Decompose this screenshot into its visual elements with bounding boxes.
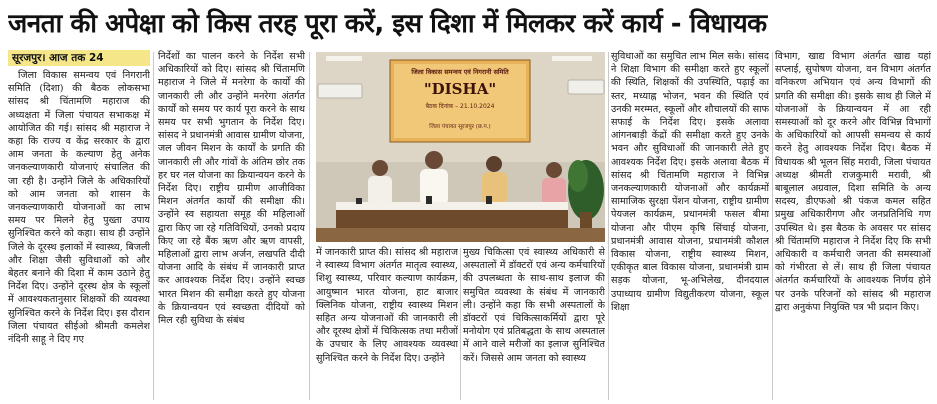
- article-text: निर्देशों का पालन करने के निर्देश सभी अधिकारियों को दिए। सांसद श्री चिंतामणि महाराज ने जिले में मनरेगा के कार्यों की जानकारी ली और उन्होंने मनरेगा अंतर्गत कार्यों को समय पर कार्य पूरा करने के साथ समय पर सभी भुगतान के निर्देश दिए। सांसद ने प्रधानमंत्री आवास ग्रामीण योजना, जल जीवन मिशन के कार्यों के प्रगति की जानकारी ली और गांवों के अंतिम छोर तक हर घर नल योजना का क्रियान्वयन करने के निर्देश दिए। राष्ट्रीय ग्रामीण आजीविका मिशन अंतर्गत कार्यों की समीक्षा की। उन्होंने स्व सहायता समूह की महिलाओं द्वारा किए जा रहे गतिविधियों, उनको प्रदाय किए जा रहे बैंक ऋण और ऋण वापसी, महिलाओं द्वारा लाभ अर्जन, लखपति दीदी योजना आदि के संबंध में जानकारी प्राप्त कर आवश्यक निर्देश दिए। उन्होंने स्वच्छ भारत मिशन की समीक्षा करते हुए योजना के क्रियान्वयन एवं स्वच्छता दीदियों को मिल रही सुविधा के संबंध: [158, 51, 305, 327]
- column-divider: [153, 52, 154, 400]
- article-column-4: [775, 50, 931, 402]
- article-column-2: [158, 50, 305, 402]
- column-divider: [772, 52, 773, 400]
- meeting-photo: [316, 52, 605, 242]
- banner-line-4: जिला पंचायत सूरजपुर (छ.ग.): [429, 124, 491, 130]
- banner-line-3: बैठक दिनांक – 21.10.2024: [425, 103, 495, 110]
- article-text: सुविधाओं का समुचित लाभ मिल सके। सांसद ने शिक्षा विभाग की समीक्षा करते हुए स्कूलों की स्थिति, शिक्षकों की उपस्थिति, पढ़ाई का स्तर, मध्याह्न भोजन, भवन की स्थिति एवं उनकी मरम्मत, स्कूलों और शौचालयों की साफ सफाई के निर्देश दिए। इसके अलावा आंगनबाड़ी केंद्रों की समीक्षा करते हुए उनके भवन और सुविधाओं की जानकारी लेते हुए आवश्यक निर्देश दिए। इसके अलावा बैठक में सांसद श्री चिंतामणि महाराज ने विभिन्न जनकल्याणकारी योजनाओं और कार्यक्रमों सामाजिक सुरक्षा पेंशन योजना, राष्ट्रीय ग्रामीण पेयजल कार्यक्रम, प्रधानमंत्री फसल बीमा योजना और पीएम कृषि सिंचाई योजना, प्रधानमंत्री आवास योजना, प्रधानमंत्री कौशल विकास योजना, राष्ट्रीय स्वास्थ्य मिशन, एकीकृत बाल विकास योजना, प्रधानमंत्री ग्राम सड़क योजना, भू-अभिलेख, दीनदयाल उपाध्याय ग्रामीण विद्युतीकरण योजना, स्कूल शिक्षा: [611, 51, 769, 313]
- article-column-1: [8, 50, 150, 402]
- article-text: में जानकारी प्राप्त की। सांसद श्री महाराज ने स्वास्थ्य विभाग अंतर्गत मातृत्व स्वास्थ्य, शिशु स्वास्थ्य, परिवार कल्याण कार्यक्रम, आयुष्मान भारत योजना, हाट बाजार क्लिनिक योजना, राष्ट्रीय स्वास्थ्य मिशन सहित अन्य योजनाओं की जानकारी ली और दूरस्थ क्षेत्रों में चिकित्सक तथा मरीजों के उपचार के लिए आवश्यक व्यवस्था सुनिश्चित करने के निर्देश दिए। उन्होंने: [316, 247, 458, 364]
- column-divider: [309, 52, 310, 400]
- article-text: विभाग, खाद्य विभाग अंतर्गत खाद्य यहां सप्लाई, सुपोषण योजना, वन विभाग अंतर्गत वनिकरण अभियान एवं अन्य विभागों की प्रगति की समीक्षा की। इसके साथ ही जिले में योजनाओं के क्रियान्वयन में आ रही समस्याओं को दूर करने और विभिन्न विभागों के अधिकारियों को आपसी समन्वय से कार्य करने हेतु आवश्यक निर्देश दिए। बैठक में विधायक श्री भूलन सिंह मरावी, जिला पंचायत अध्यक्ष श्रीमती राजकुमारी मरावी, श्री बाबूलाल अग्रवाल, दिशा समिति के अन्य सदस्य, डीएफओ श्री पंकज कमल सहित प्रमुख अधिकारीगण और जनप्रतिनिधि गण उपस्थित थे। इस बैठक के अवसर पर सांसद श्री चिंतामणि महाराज ने निर्देश दिए कि सभी अधिकारी व कर्मचारी जनता की समस्याओं को गंभीरता से लें। साथ ही जिला पंचायत अंतर्गत कर्मचारियों के आवश्यक निर्णय होने पर उनके परिजनों को सांसद श्री महाराज द्वारा अनुकंपा नियुक्ति पत्र भी प्रदान किए।: [775, 51, 931, 313]
- article-column-photo-right: [463, 246, 605, 402]
- article-column-photo-left: [316, 246, 458, 402]
- dateline: सूरजपुर। आज तक 24: [8, 50, 150, 66]
- article-text: जिला विकास समन्वय एवं निगरानी समिति (दिशा) की बैठक लोकसभा सांसद श्री चिंतामणि महाराज की अध्यक्षता में जिला पंचायत सभाकक्ष में आयोजित की गई। सांसद श्री महाराज ने कहा कि राज्य व केंद्र सरकार के द्वारा आम जनता के कल्याण हेतु अनेक जनकल्याणकारी योजनाएं संचालित की जा रही है। उन्होंने जिले के अधिकारियों को आम जनता को शासन के जनकल्याणकारी योजनाओं का लाभ समय पर मिलने हेतु पुख्ता उपाय सुनिश्चित करने को कहा। साथ ही उन्होंने जिले के दूरस्थ इलाकों में स्वास्थ्य, बिजली और शिक्षा जैसी सुविधाओं को और बेहतर बनाने की दिशा में काम उठाने हेतु निर्देश दिए। उन्होंने दूरस्थ क्षेत्र के स्कूलों में आवश्यकतानुसार शिक्षकों की व्यवस्था सुनिश्चित करने के निर्देश दिए। इस दौरान जिला पंचायत सीईओ श्रीमती कमलेश नंदिनी साहू ने दिए गए: [8, 70, 150, 346]
- article-text: मुख्य चिकित्सा एवं स्वास्थ्य अधिकारी से अस्पतालों में डॉक्टरों एवं अन्य कर्मचारियों की उपलब्धता के साथ-साथ इलाज की समुचित व्यवस्था के संबंध में जानकारी ली। उन्होंने कहा कि सभी अस्पतालों के डॉक्टरों एवं चिकित्साकर्मियों द्वारा पूरे मनोयोग एवं प्रतिबद्धता के साथ अस्पताल में आने वाले मरीजों का इलाज सुनिश्चित करें। जिससे आम जनता को स्वास्थ्य: [463, 247, 605, 364]
- column-divider: [608, 52, 609, 400]
- banner-line-1: जिला विकास समन्वय एवं निगरानी समिति: [411, 68, 509, 76]
- headline: जनता की अपेक्षा को किस तरह पूरा करें, इस दिशा में मिलकर करें कार्य - विधायक: [8, 9, 767, 39]
- banner-disha: "DISHA": [423, 80, 497, 98]
- article-column-3: [611, 50, 769, 402]
- column-divider: [460, 248, 461, 400]
